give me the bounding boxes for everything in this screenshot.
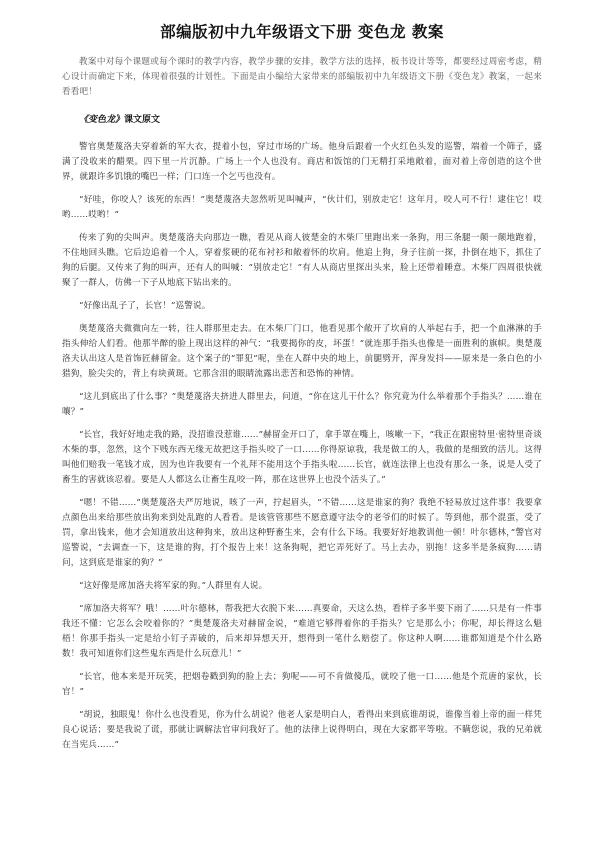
story-paragraph: “好像出乱子了，长官！”巡警说。 xyxy=(79,301,211,311)
story-paragraph: 奥楚蔑洛夫微微向左一转，往人群那里走去。在木柴厂门口，他看见那个敞开了坎肩的人举起右手，把一个血淋淋的手指头伸给人们看。他那半醉的脸上现出这样的神气：“我要揭你的皮，坏蛋！”就连那手指头也像是一面胜利的旗帜。奥楚蔑洛夫认出这人是首饰匠赫留金。这个案子的“罪犯”呢，坐在人群中央的地上，前腿劈开，浑身发抖——原来是一条白色的小猎狗，脸尖尖的，背上有块黄斑。它那含泪的眼睛流露出悲苦和恐怖的神情。 xyxy=(62,324,542,379)
story-paragraph: 传来了狗的尖叫声。奥楚蔑洛夫向那边一瞧，看见从商人彼楚金的木柴厂里跑出来一条狗，用三条腿一颠一颠地跑着，不住地回头瞧。它后边追着一个人，穿着浆硬的花布衬衫和敞着怀的坎肩。他追上狗，身子往前一探，扑倒在地下，抓住了狗的后腿。又传来了狗的叫声，还有人的叫喊：“别放走它！”有人从商店里探出头来，脸上还带着睡意。木柴厂四周很快就聚了一群人，仿佛一下子从地底下钻出来的。 xyxy=(62,233,542,288)
story-paragraph: “嗯！不错……”奥楚蔑洛夫严厉地说，咳了一声，拧起眉头，“不错……这是谁家的狗？我绝不轻易放过这件事！我要拿点颜色出来给那些放出狗来到处乱跑的人看看。是该管管那些不愿意遵守法令的老爷们的时候了。等到他，那个混蛋，受了罚，拿出钱来，他才会知道放出这种狗来，放出这种野畜生来，会有什么下场。我要好好地教训他一顿！叶尔德林，”警官对巡警说，“去调查一下，这是谁的狗，打个报告上来！这条狗呢，把它弄死好了。马上去办，别拖！这多半是条疯狗……请问，这到底是谁家的狗？” xyxy=(62,498,542,568)
story-paragraph: 警官奥楚蔑洛夫穿着新的军大衣，提着小包，穿过市场的广场。他身后跟着一个火红色头发的巡警，端着一个筛子，盛满了没收来的醋栗。四下里一片沉静。广场上一个人也没有。商店和饭馆的门无精打采地敞着，面对着上帝创造的这个世界，就跟许多饥饿的嘴巴一样；门口连一个乞丐也没有。 xyxy=(62,142,542,182)
story-paragraph: “胡说，独眼鬼！你什么也没看见，你为什么胡说？他老人家是明白人，看得出来到底谁胡说，谁像当着上帝的面一样凭良心说话；要是我说了谎，那就让调解法官审问我好了。他的法律上说得明白，现在大家都平等啦。不瞒您说，我的兄弟就在当宪兵……” xyxy=(62,710,542,750)
story-paragraph: “好哇，你咬人？该死的东西！”奥楚蔑洛夫忽然听见叫喊声，“伙计们，别放走它！这年月，咬人可不行！逮住它！哎哟……哎哟！” xyxy=(62,195,542,220)
story-paragraph: “这儿到底出了什么事？”奥楚蔑洛夫挤进人群里去，问道，“你在这儿干什么？你究竟为什么举着那个手指头？……谁在嚷？” xyxy=(62,392,542,417)
section-title-suffix: 课文原文 xyxy=(124,115,161,125)
story-paragraph: “长官，他本来是开玩笑，把烟卷戳到狗的脸上去；狗呢——可不肯做傻瓜，就咬了他一口……他是个荒唐的家伙，长官！” xyxy=(62,672,542,697)
section-heading xyxy=(62,113,542,128)
story-paragraph: “这好像是席加洛夫将军家的狗。”人群里有人说。 xyxy=(79,581,268,591)
story-paragraph: “长官，我好好地走我的路，没招谁没惹谁……”赫留金开口了，拿手罩在嘴上，咳嗽一下，“我正在跟密特里·密特里奇谈木柴的事，忽然，这个下贱东西无缘无故把这手指头咬了一口……你得原谅我，我是做工的人，我做的是细致的活儿。这得叫他们赔我一笔钱才成，因为也许我要有一个礼拜不能用这个手指头啦……长官，就连法律上也没有那么一条，说是人受了畜生的害就该忍着。要是人人都这么让畜生乱咬一阵，那在这世界上也没个活头了。” xyxy=(62,430,542,485)
story-paragraph: “席加洛夫将军？哦！……叶尔德林，帮我把大衣脱下来……真要命，天这么热，看样子多半要下雨了……只是有一件事我还不懂：它怎么会咬着你的？”奥楚蔑洛夫对赫留金说，“难道它够得着你的手指头？它是那么小；你呢，却长得这么魁梧！你那手指头一定是给小钉子弄破的，后来却异想天开，想得到一笔什么赔偿了。你这种人啊……谁都知道是个什么路数！我可知道你们这些鬼东西是什么玩意儿！” xyxy=(62,604,542,659)
section-title-mark: 《变色龙》 xyxy=(79,115,125,125)
document-title: 部编版初中九年级语文下册 变色龙 教案 xyxy=(160,23,444,41)
intro-paragraph: 教案中对每个课题或每个课时的教学内容，教学步骤的安排，教学方法的选择，板书设计等等，都要经过周密考虑，精心设计而确定下来，体现着很强的计划性。下面是由小编给大家带来的部编版初中九年级语文下册《变色龙》教案，一起来看看吧！ xyxy=(62,57,542,97)
